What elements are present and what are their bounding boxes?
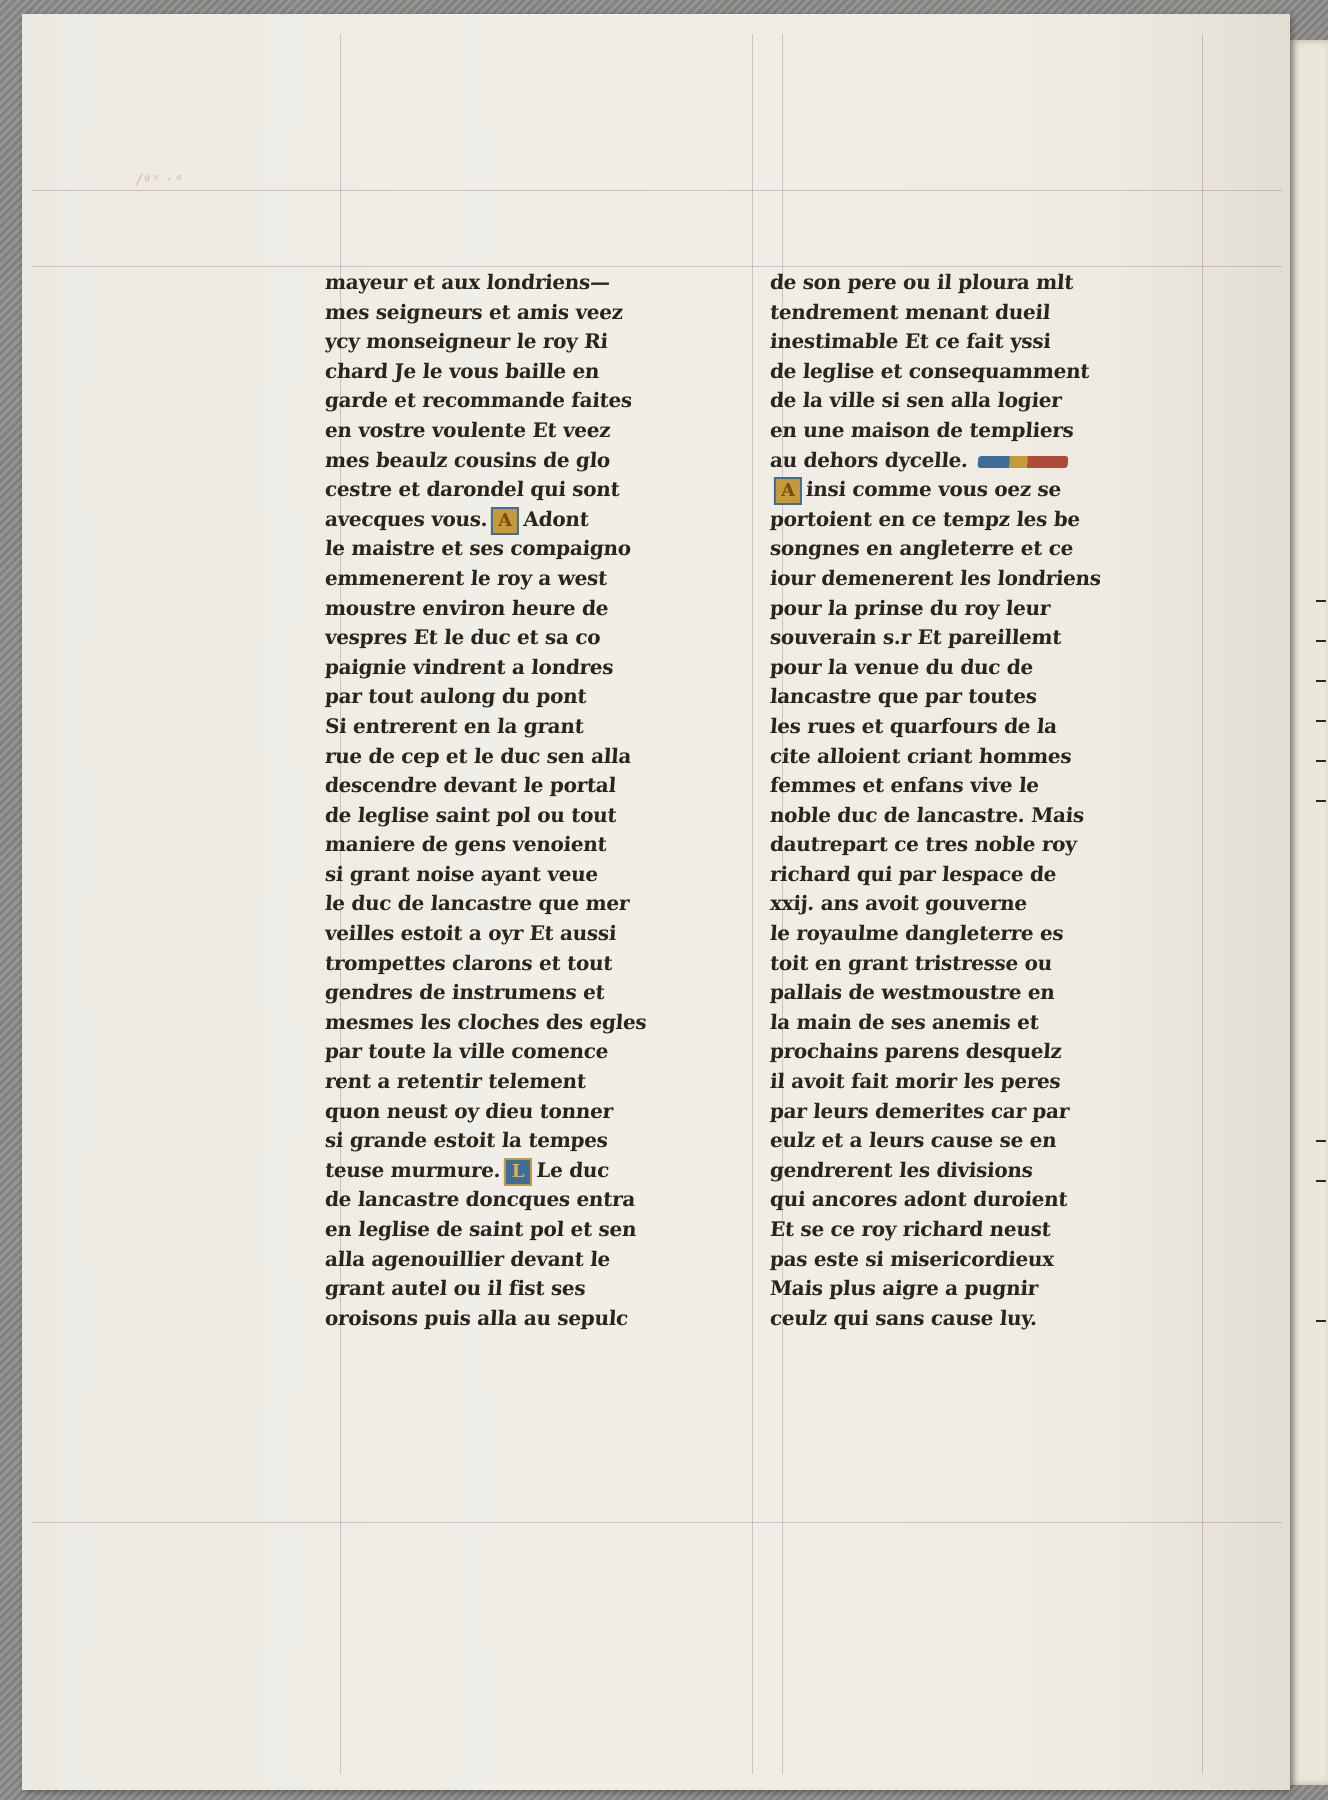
line-text: cestre et darondel qui sont xyxy=(324,477,621,502)
text-line xyxy=(769,949,1211,979)
text-line xyxy=(324,623,746,653)
line-text: mes seigneurs et amis veez xyxy=(324,299,624,324)
text-line xyxy=(324,1067,746,1097)
line-text: veilles estoit a oyr Et aussi xyxy=(324,921,618,946)
ruling-line xyxy=(752,34,753,1774)
text-line xyxy=(324,1156,746,1186)
line-text: au dehors dycelle. xyxy=(769,447,969,472)
text-line xyxy=(769,860,1211,890)
initial-word: Adont xyxy=(522,506,590,531)
leaf-ink-mark xyxy=(1316,1140,1326,1142)
text-line xyxy=(324,1304,746,1334)
line-text: songnes en angleterre et ce xyxy=(769,536,1075,561)
leaf-ink-mark xyxy=(1316,800,1326,802)
text-line xyxy=(324,446,746,476)
line-text: noble duc de lancastre. Mais xyxy=(769,802,1085,827)
text-line xyxy=(769,298,1211,328)
line-text: lancastre que par toutes xyxy=(769,684,1038,709)
line-text: garde et recommande faites xyxy=(324,388,633,413)
line-text: qui ancores adont duroient xyxy=(769,1187,1069,1212)
ruling-line xyxy=(32,266,1282,267)
text-line xyxy=(769,1067,1211,1097)
line-text: paignie vindrent a londres xyxy=(324,654,615,679)
text-line xyxy=(324,298,746,328)
line-text: gendres de instrumens et xyxy=(324,980,606,1005)
line-text: le royaulme dangleterre es xyxy=(769,921,1065,946)
ruling-line xyxy=(32,190,1282,191)
text-line xyxy=(324,771,746,801)
line-text: dautrepart ce tres noble roy xyxy=(769,832,1078,857)
line-text: Et se ce roy richard neust xyxy=(769,1217,1052,1241)
text-line xyxy=(324,801,746,831)
text-line xyxy=(324,1126,746,1156)
text-line xyxy=(324,830,746,860)
line-text: pas este si misericordieux xyxy=(769,1246,1055,1271)
line-text: de leglise saint pol ou tout xyxy=(324,802,618,827)
line-text: emmenerent le roy a west xyxy=(324,565,608,590)
text-line xyxy=(769,594,1211,624)
text-line xyxy=(769,446,1211,476)
text-line xyxy=(769,1245,1211,1275)
text-line xyxy=(769,534,1211,564)
line-text: le maistre et ses compaigno xyxy=(324,536,632,561)
text-line xyxy=(769,771,1211,801)
line-text: chard Je le vous baille en xyxy=(324,358,601,383)
decorated-initial: A xyxy=(491,506,519,534)
text-line xyxy=(769,475,1211,505)
right-text-column xyxy=(770,268,1210,1333)
text-line xyxy=(324,1037,746,1067)
leaf-ink-mark xyxy=(1316,640,1326,642)
text-line xyxy=(769,564,1211,594)
line-text: descendre devant le portal xyxy=(324,773,617,798)
text-line xyxy=(769,1008,1211,1038)
line-text: insi comme vous oez se xyxy=(805,477,1062,502)
text-line xyxy=(324,712,746,742)
text-line xyxy=(769,919,1211,949)
text-line xyxy=(324,357,746,387)
line-text: en leglise de saint pol et sen xyxy=(324,1217,638,1241)
line-text: rent a retentir telement xyxy=(324,1069,587,1094)
line-text: gendrerent les divisions xyxy=(769,1157,1034,1182)
line-text: moustre environ heure de xyxy=(324,595,610,620)
leaf-ink-mark xyxy=(1316,760,1326,762)
line-text: par toute la ville comence xyxy=(324,1039,610,1064)
line-text: prochains parens desquelz xyxy=(769,1039,1063,1064)
text-line xyxy=(769,1215,1211,1245)
text-line xyxy=(769,505,1211,535)
text-line xyxy=(324,653,746,683)
text-line xyxy=(324,564,746,594)
leaf-ink-mark xyxy=(1316,720,1326,722)
line-text: pour la venue du duc de xyxy=(769,654,1034,679)
line-text: trompettes clarons et tout xyxy=(324,950,614,975)
text-line xyxy=(769,357,1211,387)
line-text: de lancastre doncques entra xyxy=(324,1187,636,1212)
line-text: eulz et a leurs cause se en xyxy=(769,1128,1058,1153)
line-text: vespres Et le duc et sa co xyxy=(324,625,602,650)
line-filler-ornament xyxy=(977,455,1068,467)
line-text: par leurs demerites car par xyxy=(769,1098,1070,1123)
initial-word: Le duc xyxy=(535,1157,610,1182)
line-text: pallais de westmoustre en xyxy=(769,980,1056,1005)
line-text: par tout aulong du pont xyxy=(324,684,588,709)
line-text: mesmes les cloches des egles xyxy=(324,1009,648,1034)
ruling-line xyxy=(32,1522,1282,1523)
line-text: alla agenouillier devant le xyxy=(324,1246,611,1271)
line-text: en une maison de templiers xyxy=(769,417,1075,442)
leaf-ink-mark xyxy=(1316,1180,1326,1182)
line-text: portoient en ce tempz les be xyxy=(769,506,1081,531)
text-line xyxy=(769,623,1211,653)
text-line xyxy=(324,327,746,357)
text-line xyxy=(769,1274,1211,1304)
decorated-initial: L xyxy=(504,1157,532,1185)
text-line xyxy=(324,475,746,505)
text-line xyxy=(324,978,746,1008)
text-line xyxy=(769,1156,1211,1186)
leaf-ink-mark xyxy=(1316,1320,1326,1322)
text-line xyxy=(769,1185,1211,1215)
text-line xyxy=(324,416,746,446)
line-text: cite alloient criant hommes xyxy=(769,743,1073,768)
line-text: tendrement menant dueil xyxy=(769,299,1051,324)
text-line xyxy=(324,268,746,298)
line-text: iour demenerent les londriens xyxy=(769,565,1102,590)
text-line xyxy=(769,742,1211,772)
line-text: maniere de gens venoient xyxy=(324,832,608,857)
line-text: si grande estoit la tempes xyxy=(324,1128,609,1153)
text-line xyxy=(769,712,1211,742)
text-line xyxy=(769,1037,1211,1067)
text-line xyxy=(769,978,1211,1008)
leaf-ink-mark xyxy=(1316,600,1326,602)
line-text: de son pere ou il ploura mlt xyxy=(769,270,1075,294)
line-text: Mais plus aigre a pugnir xyxy=(769,1276,1039,1301)
text-line xyxy=(324,1274,746,1304)
line-text: richard qui par lespace de xyxy=(769,861,1058,886)
text-line xyxy=(324,1097,746,1127)
text-line xyxy=(769,1304,1211,1334)
text-line xyxy=(324,1008,746,1038)
line-text: le duc de lancastre que mer xyxy=(324,891,631,916)
line-text: rue de cep et le duc sen alla xyxy=(324,743,632,768)
left-text-column xyxy=(325,268,745,1333)
text-line xyxy=(324,1245,746,1275)
line-text: ycy monseigneur le roy Ri xyxy=(324,329,609,354)
text-line xyxy=(324,1215,746,1245)
text-line xyxy=(769,682,1211,712)
text-line xyxy=(324,889,746,919)
line-text: grant autel ou il fist ses xyxy=(324,1276,587,1301)
line-text: en vostre voulente Et veez xyxy=(324,417,612,442)
text-line xyxy=(324,386,746,416)
line-text: toit en grant tristresse ou xyxy=(769,950,1053,975)
text-line xyxy=(769,1097,1211,1127)
text-line xyxy=(324,742,746,772)
text-line xyxy=(769,386,1211,416)
line-text: quon neust oy dieu tonner xyxy=(324,1098,614,1123)
text-line xyxy=(324,594,746,624)
line-text: mes beaulz cousins de glo xyxy=(324,447,611,472)
text-line xyxy=(324,949,746,979)
leaf-ink-mark xyxy=(1316,680,1326,682)
line-text: Si entrerent en la grant xyxy=(324,713,585,738)
line-text: les rues et quarfours de la xyxy=(769,713,1058,738)
line-text: oroisons puis alla au sepulc xyxy=(324,1305,629,1330)
text-line xyxy=(324,1185,746,1215)
line-text: il avoit fait morir les peres xyxy=(769,1069,1062,1094)
folio-mark: /ꝰ ᵛ ⸱ ᵃ xyxy=(137,172,183,188)
line-text: si grant noise ayant veue xyxy=(324,861,599,886)
text-line xyxy=(769,801,1211,831)
line-text: teuse murmure. xyxy=(324,1157,502,1182)
text-line xyxy=(769,830,1211,860)
decorated-initial: A xyxy=(774,477,802,505)
line-text: de leglise et consequamment xyxy=(769,358,1091,383)
text-line xyxy=(324,534,746,564)
text-line xyxy=(769,889,1211,919)
line-text: souverain s.r Et pareillemt xyxy=(769,625,1063,650)
line-text: mayeur et aux londriens— xyxy=(324,270,611,294)
text-line xyxy=(324,682,746,712)
line-text: ceulz qui sans cause luy. xyxy=(769,1305,1038,1330)
text-line xyxy=(769,268,1211,298)
line-text: femmes et enfans vive le xyxy=(769,773,1040,798)
text-line xyxy=(769,416,1211,446)
text-line xyxy=(769,653,1211,683)
text-line xyxy=(324,505,746,535)
line-text: pour la prinse du roy leur xyxy=(769,595,1051,620)
text-line xyxy=(769,327,1211,357)
line-text: inestimable Et ce fait yssi xyxy=(769,329,1052,354)
line-text: avecques vous. xyxy=(324,506,489,531)
text-line xyxy=(769,1126,1211,1156)
next-leaf-edge xyxy=(1290,40,1328,1785)
text-line xyxy=(324,919,746,949)
text-line xyxy=(324,860,746,890)
line-text: de la ville si sen alla logier xyxy=(769,388,1063,413)
line-text: xxij. ans avoit gouverne xyxy=(769,891,1028,916)
line-text: la main de ses anemis et xyxy=(769,1009,1040,1034)
